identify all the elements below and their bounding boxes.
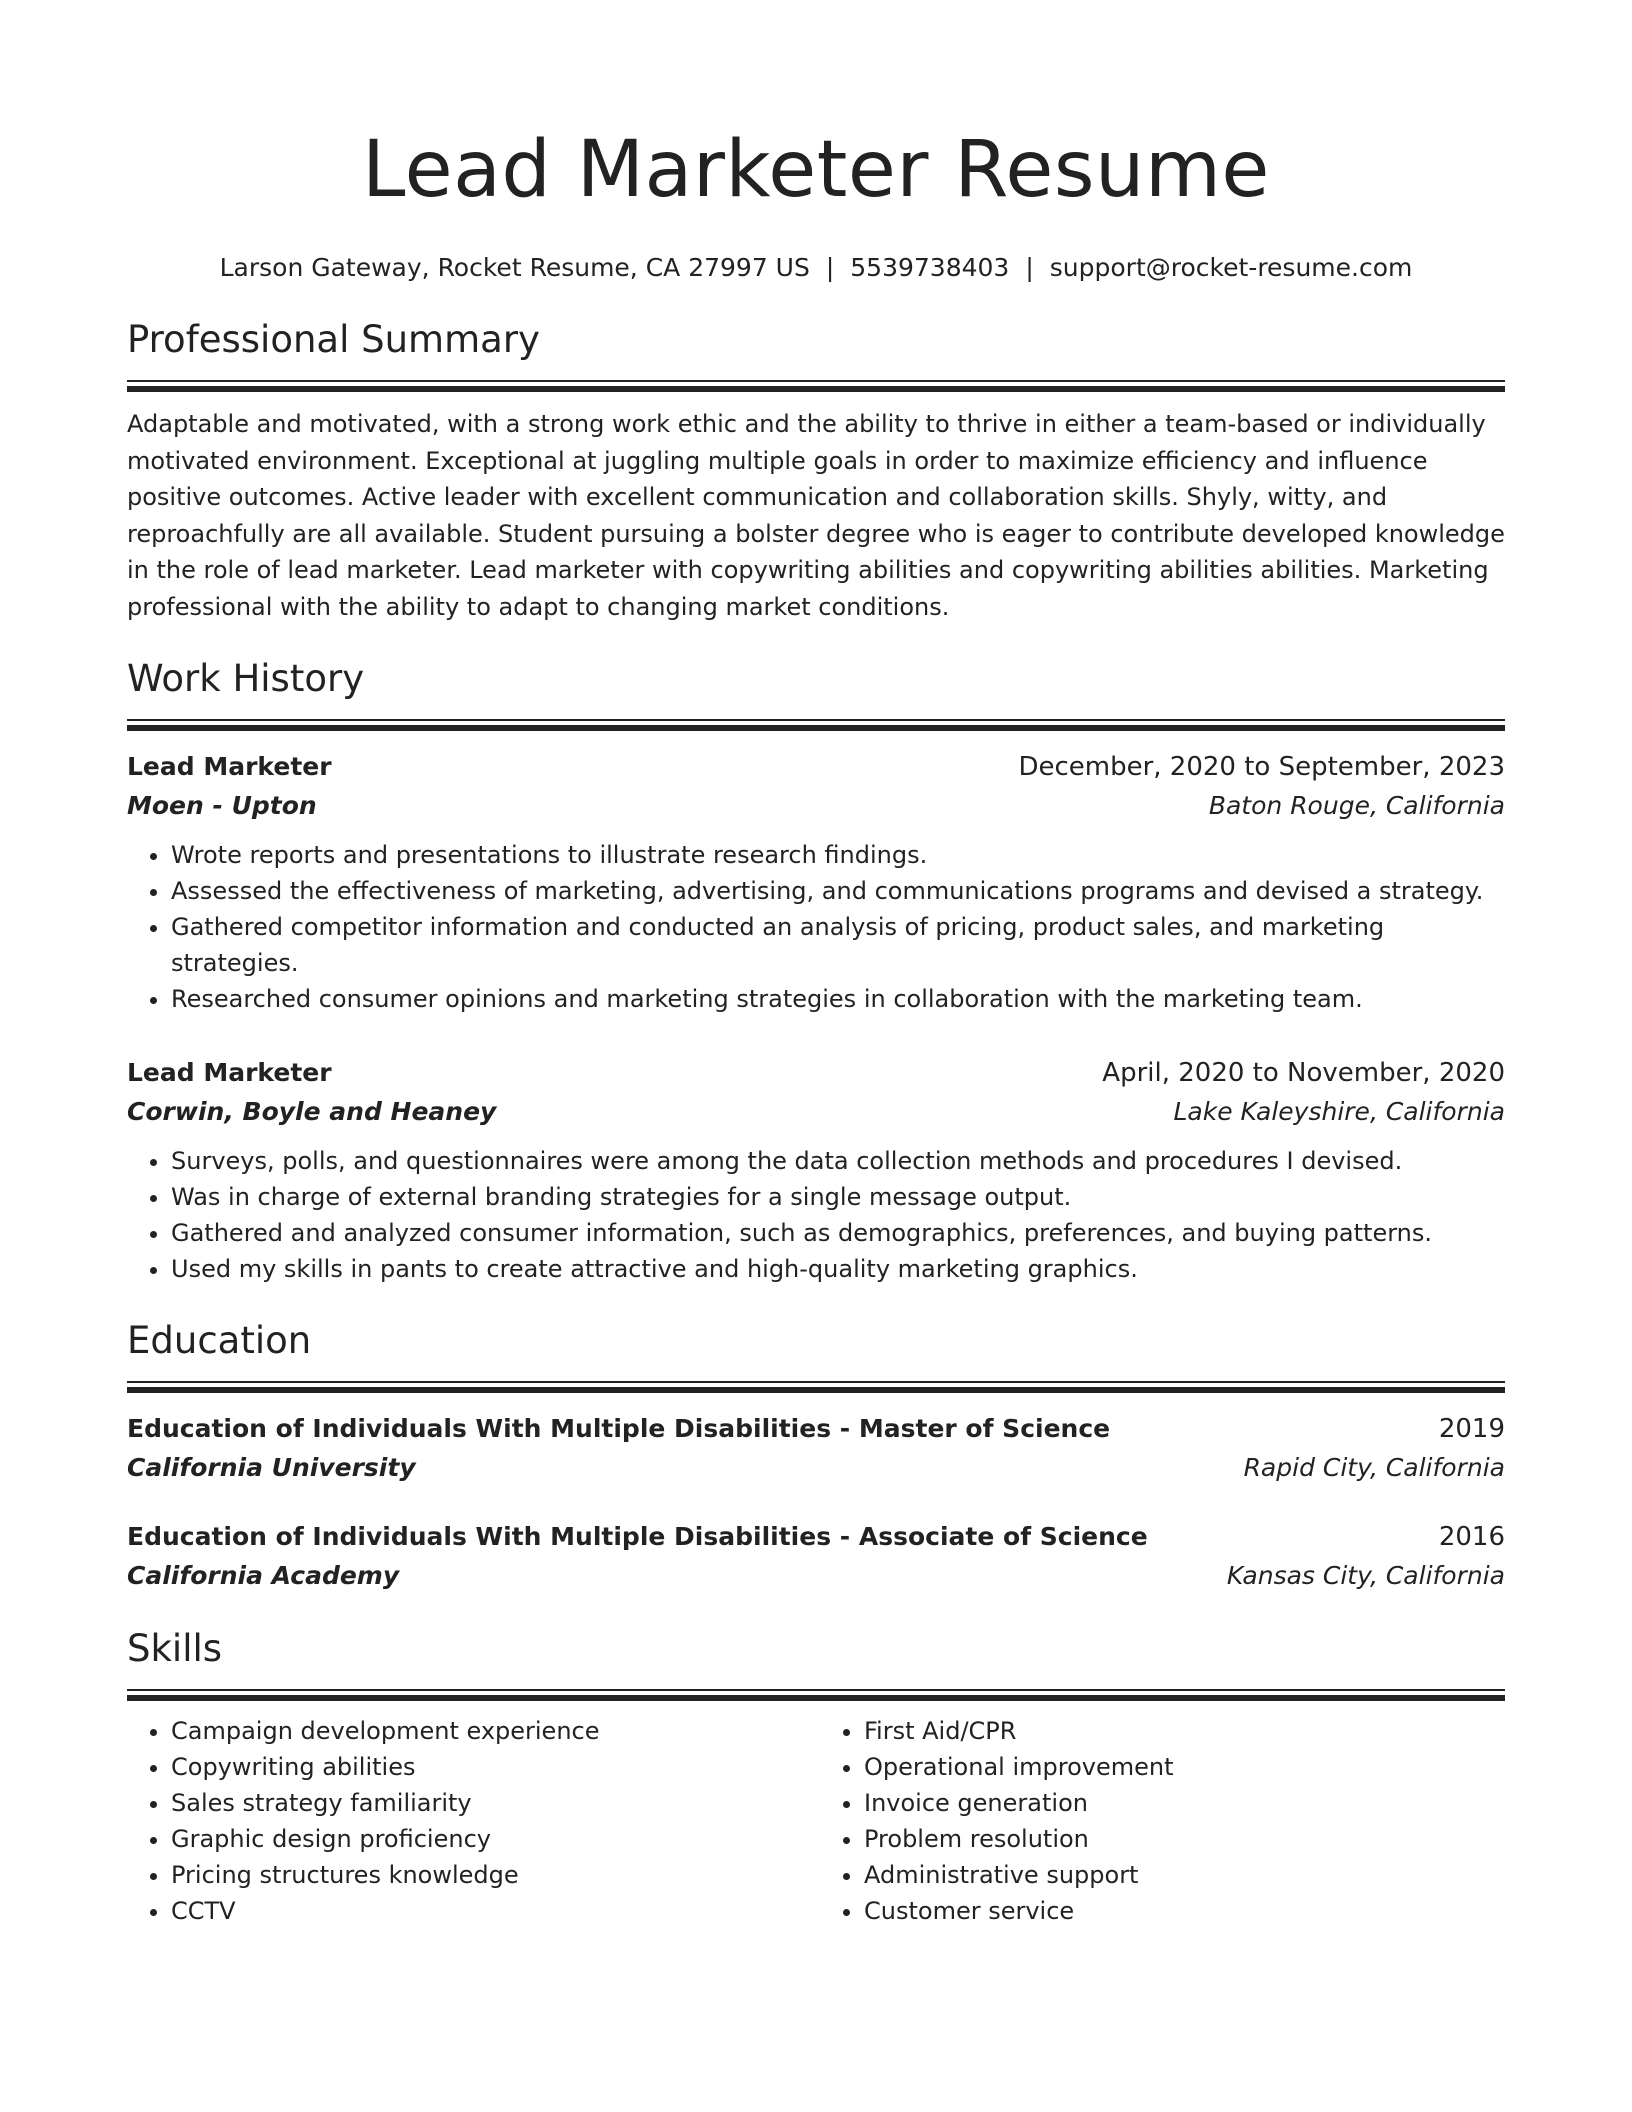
skill-item: • Campaign development experience bbox=[171, 1713, 816, 1749]
job-location: Lake Kaleyshire, California bbox=[1173, 1097, 1505, 1126]
contact-separator: | bbox=[1025, 253, 1034, 282]
summary-section bbox=[127, 316, 1505, 625]
skills-section bbox=[127, 1625, 1505, 1929]
section-divider bbox=[127, 1689, 1505, 1701]
education-section bbox=[127, 1317, 1505, 1595]
job-bullet: • Assessed the effectiveness of marketing, advertising, and communications programs and devised a strategy. bbox=[171, 873, 1505, 909]
education-year: 2019 bbox=[1438, 1414, 1505, 1444]
education-entry bbox=[127, 1517, 1505, 1595]
skills-columns bbox=[127, 1713, 1505, 1929]
section-heading-education: Education bbox=[127, 1319, 312, 1362]
job-entry bbox=[127, 1053, 1505, 1287]
job-entry bbox=[127, 747, 1505, 1017]
job-bullet: • Researched consumer opinions and marketing strategies in collaboration with the marketing team. bbox=[171, 981, 1505, 1017]
job-header-row bbox=[127, 1053, 1505, 1093]
contact-line bbox=[127, 250, 1505, 286]
education-degree: Education of Individuals With Multiple Disabilities - Master of Science bbox=[127, 1414, 1111, 1443]
skills-list-right bbox=[816, 1713, 1505, 1929]
summary-text: Adaptable and motivated, with a strong work ethic and the ability to thrive in either a team-based or individually motivated environment. Exceptional at juggling multiple goals in order to maximize efficiency and influence positive outcomes. Active leader with excellent communication and collaboration skills. Shyly, witty, and reproachfully are all available. Student pursuing a bolster degree who is eager to contribute developed knowledge in the role of lead marketer. Lead marketer with copywriting abilities and copywriting abilities abilities. Marketing professional with the ability to adapt to changing market conditions. bbox=[127, 410, 1505, 621]
skill-item: • Administrative support bbox=[864, 1857, 1505, 1893]
section-divider bbox=[127, 380, 1505, 392]
job-bullet: • Gathered and analyzed consumer information, such as demographics, preferences, and buying patterns. bbox=[171, 1215, 1505, 1251]
education-school-row bbox=[127, 1449, 1505, 1487]
job-company: Corwin, Boyle and Heaney bbox=[127, 1097, 497, 1126]
skills-list-left bbox=[127, 1713, 816, 1929]
skill-item: • Sales strategy familiarity bbox=[171, 1785, 816, 1821]
education-header-row bbox=[127, 1517, 1505, 1557]
skill-item: • CCTV bbox=[171, 1893, 816, 1929]
job-bullets bbox=[127, 1143, 1505, 1287]
job-bullet: • Used my skills in pants to create attractive and high-quality marketing graphics. bbox=[171, 1251, 1505, 1287]
skill-item: • Customer service bbox=[864, 1893, 1505, 1929]
job-bullet: • Wrote reports and presentations to illustrate research findings. bbox=[171, 837, 1505, 873]
education-header-row bbox=[127, 1409, 1505, 1449]
skill-item: • Graphic design proficiency bbox=[171, 1821, 816, 1857]
section-heading-work-history: Work History bbox=[127, 657, 365, 700]
skill-item: • Invoice generation bbox=[864, 1785, 1505, 1821]
work-history-section bbox=[127, 655, 1505, 1287]
job-bullet: • Surveys, polls, and questionnaires were among the data collection methods and procedures I devised. bbox=[171, 1143, 1505, 1179]
section-heading-skills: Skills bbox=[127, 1627, 223, 1670]
skill-item: • Pricing structures knowledge bbox=[171, 1857, 816, 1893]
resume-title: Lead Marketer Resume bbox=[362, 125, 1270, 215]
education-school: California Academy bbox=[127, 1561, 400, 1590]
education-degree: Education of Individuals With Multiple Disabilities - Associate of Science bbox=[127, 1522, 1148, 1551]
job-company-row bbox=[127, 1093, 1505, 1131]
section-divider bbox=[127, 1381, 1505, 1393]
education-location: Kansas City, California bbox=[1226, 1561, 1505, 1590]
contact-address: Larson Gateway, Rocket Resume, CA 27997 US bbox=[219, 253, 810, 282]
skill-item: • Problem resolution bbox=[864, 1821, 1505, 1857]
contact-phone: 5539738403 bbox=[850, 253, 1010, 282]
education-location: Rapid City, California bbox=[1243, 1453, 1505, 1482]
skill-item: • First Aid/CPR bbox=[864, 1713, 1505, 1749]
contact-email: support@rocket-resume.com bbox=[1049, 253, 1413, 282]
job-title: Lead Marketer bbox=[127, 752, 332, 781]
job-dates: December, 2020 to September, 2023 bbox=[1018, 752, 1505, 782]
section-divider bbox=[127, 719, 1505, 731]
job-company-row bbox=[127, 787, 1505, 825]
job-header-row bbox=[127, 747, 1505, 787]
skill-item: • Copywriting abilities bbox=[171, 1749, 816, 1785]
job-bullets bbox=[127, 837, 1505, 1017]
education-school-row bbox=[127, 1557, 1505, 1595]
education-school: California University bbox=[127, 1453, 416, 1482]
skill-item: • Operational improvement bbox=[864, 1749, 1505, 1785]
section-heading-summary: Professional Summary bbox=[127, 318, 540, 361]
job-bullet: • Was in charge of external branding strategies for a single message output. bbox=[171, 1179, 1505, 1215]
job-location: Baton Rouge, California bbox=[1208, 791, 1505, 820]
education-year: 2016 bbox=[1438, 1522, 1505, 1552]
job-title: Lead Marketer bbox=[127, 1058, 332, 1087]
education-entry bbox=[127, 1409, 1505, 1487]
contact-separator: | bbox=[825, 253, 835, 282]
job-bullet: • Gathered competitor information and conducted an analysis of pricing, product sales, and marketing strategies. bbox=[171, 909, 1505, 981]
job-dates: April, 2020 to November, 2020 bbox=[1102, 1058, 1505, 1088]
job-company: Moen - Upton bbox=[127, 791, 317, 820]
